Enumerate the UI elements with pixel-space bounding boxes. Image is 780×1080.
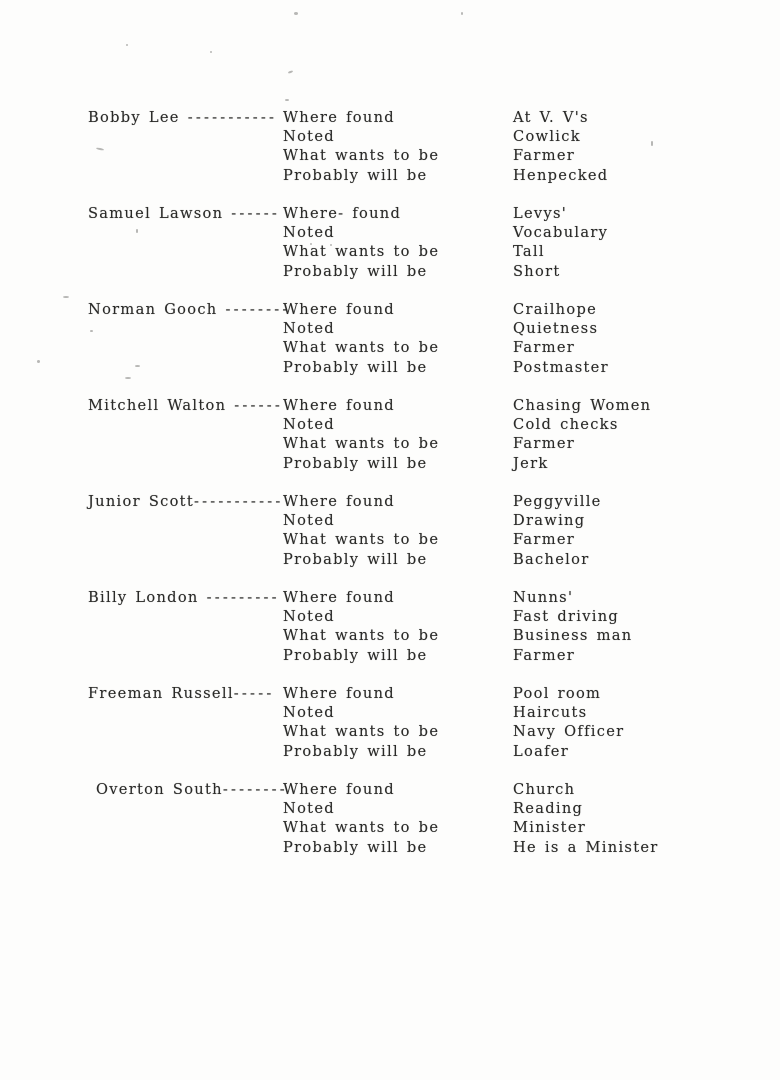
scan-speck [285,99,289,101]
entry-name [88,108,283,127]
field-label: Probably will be [283,166,428,184]
field-value: Reading [513,800,584,818]
field-value: Jerk [513,454,549,472]
field-value: Farmer [513,531,576,549]
field-value: Farmer [513,646,576,664]
field-label: Noted [283,800,335,818]
entry-labels [283,780,513,857]
field-label: Where found [283,493,395,510]
entry-name [88,492,283,511]
field-label: Probably will be [283,262,428,280]
person-name: Junior Scott [88,493,195,510]
field-label: What wants to be [283,531,440,549]
field-value: Postmaster [513,358,609,376]
entry-name [88,300,291,319]
field-label: Probably will be [283,646,428,664]
field-label: What wants to be [283,435,440,453]
roster-entry [0,492,780,569]
person-name: Overton South [96,781,223,798]
field-label: Where found [283,589,395,606]
roster-entry [0,204,780,281]
entry-labels [283,684,513,761]
entry-name [88,780,288,799]
field-label: Noted [283,224,335,242]
field-value: Quietness [513,320,599,338]
roster-entry [0,108,780,185]
field-label: Noted [283,128,335,146]
field-value: Tall [513,243,545,261]
entry-values [513,396,780,473]
field-label: Where found [283,685,395,702]
field-label: What wants to be [283,147,440,165]
field-value: Levys' [513,205,568,222]
field-label: Probably will be [283,550,428,568]
name-dashes: ------ [234,397,284,414]
field-label: What wants to be [283,243,440,261]
field-value: Minister [513,819,587,837]
entry-name [88,588,283,607]
field-value: Henpecked [513,166,609,184]
roster-entry [0,684,780,761]
field-value: At V. V's [513,109,589,126]
field-label: Noted [283,704,335,722]
roster-entry [0,300,780,377]
field-value: He is a Minister [513,838,659,856]
entry-name [88,204,283,223]
scan-speck [461,12,463,15]
name-dashes: -------- [225,301,291,318]
field-label: What wants to be [283,819,440,837]
entry-labels [283,396,513,473]
entry-name [88,684,283,703]
scan-speck [294,12,298,15]
field-label: What wants to be [283,723,440,741]
field-label: Noted [283,512,335,530]
entry-values [513,204,780,281]
person-name: Bobby Lee [88,109,188,126]
field-value: Farmer [513,147,576,165]
field-value: Bachelor [513,550,590,568]
entry-name [88,396,283,415]
field-label: Noted [283,608,335,626]
field-value: Chasing Women [513,397,652,414]
roster-entry [0,588,780,665]
name-dashes: ----------- [187,109,278,126]
field-value: Haircuts [513,704,588,722]
entry-labels [283,204,513,281]
field-value: Fast driving [513,608,620,626]
person-name: Mitchell Walton [88,397,235,414]
roster-content [0,108,780,876]
entry-values [513,588,780,665]
field-label: Noted [283,416,335,434]
entry-labels [283,108,513,185]
person-name: Billy London [88,589,207,606]
entry-values [513,684,780,761]
field-value: Vocabulary [513,224,609,242]
person-name: Freeman Russell [88,685,234,702]
field-value: Navy Officer [513,723,625,741]
field-label: Where- found [283,205,402,222]
field-value: Peggyville [513,493,602,510]
roster-entry [0,396,780,473]
person-name: Norman Gooch [88,301,226,318]
field-label: Where found [283,781,395,798]
field-label: Where found [283,301,395,318]
scan-speck [126,44,128,46]
name-dashes: -------- [222,781,288,798]
entry-values [513,780,780,857]
field-value: Cowlick [513,128,581,146]
field-label: Where found [283,109,395,126]
entry-values [513,108,780,185]
name-dashes: --------- [206,589,280,606]
field-label: Probably will be [283,454,428,472]
field-label: What wants to be [283,627,440,645]
entry-labels [283,588,513,665]
field-value: Pool room [513,685,602,702]
field-label: Noted [283,320,335,338]
name-dashes: ------ [231,205,281,222]
person-name: Samuel Lawson [88,205,232,222]
field-value: Drawing [513,512,586,530]
field-value: Crailhope [513,301,598,318]
field-value: Farmer [513,435,576,453]
field-value: Nunns' [513,589,574,606]
entry-values [513,300,780,377]
field-value: Loafer [513,742,569,760]
field-value: Farmer [513,339,576,357]
entry-labels [283,300,513,377]
field-label: Probably will be [283,838,428,856]
scan-speck [210,51,212,53]
entry-values [513,492,780,569]
field-label: What wants to be [283,339,440,357]
field-label: Where found [283,397,395,414]
name-dashes: ----------- [194,493,284,510]
name-dashes: ----- [233,685,275,702]
field-value: Short [513,262,561,280]
entry-labels [283,492,513,569]
field-label: Probably will be [283,358,428,376]
field-value: Cold checks [513,416,619,434]
scan-speck [288,70,293,74]
roster-entry [0,780,780,857]
field-value: Church [513,781,576,798]
field-label: Probably will be [283,742,428,760]
field-value: Business man [513,627,633,645]
